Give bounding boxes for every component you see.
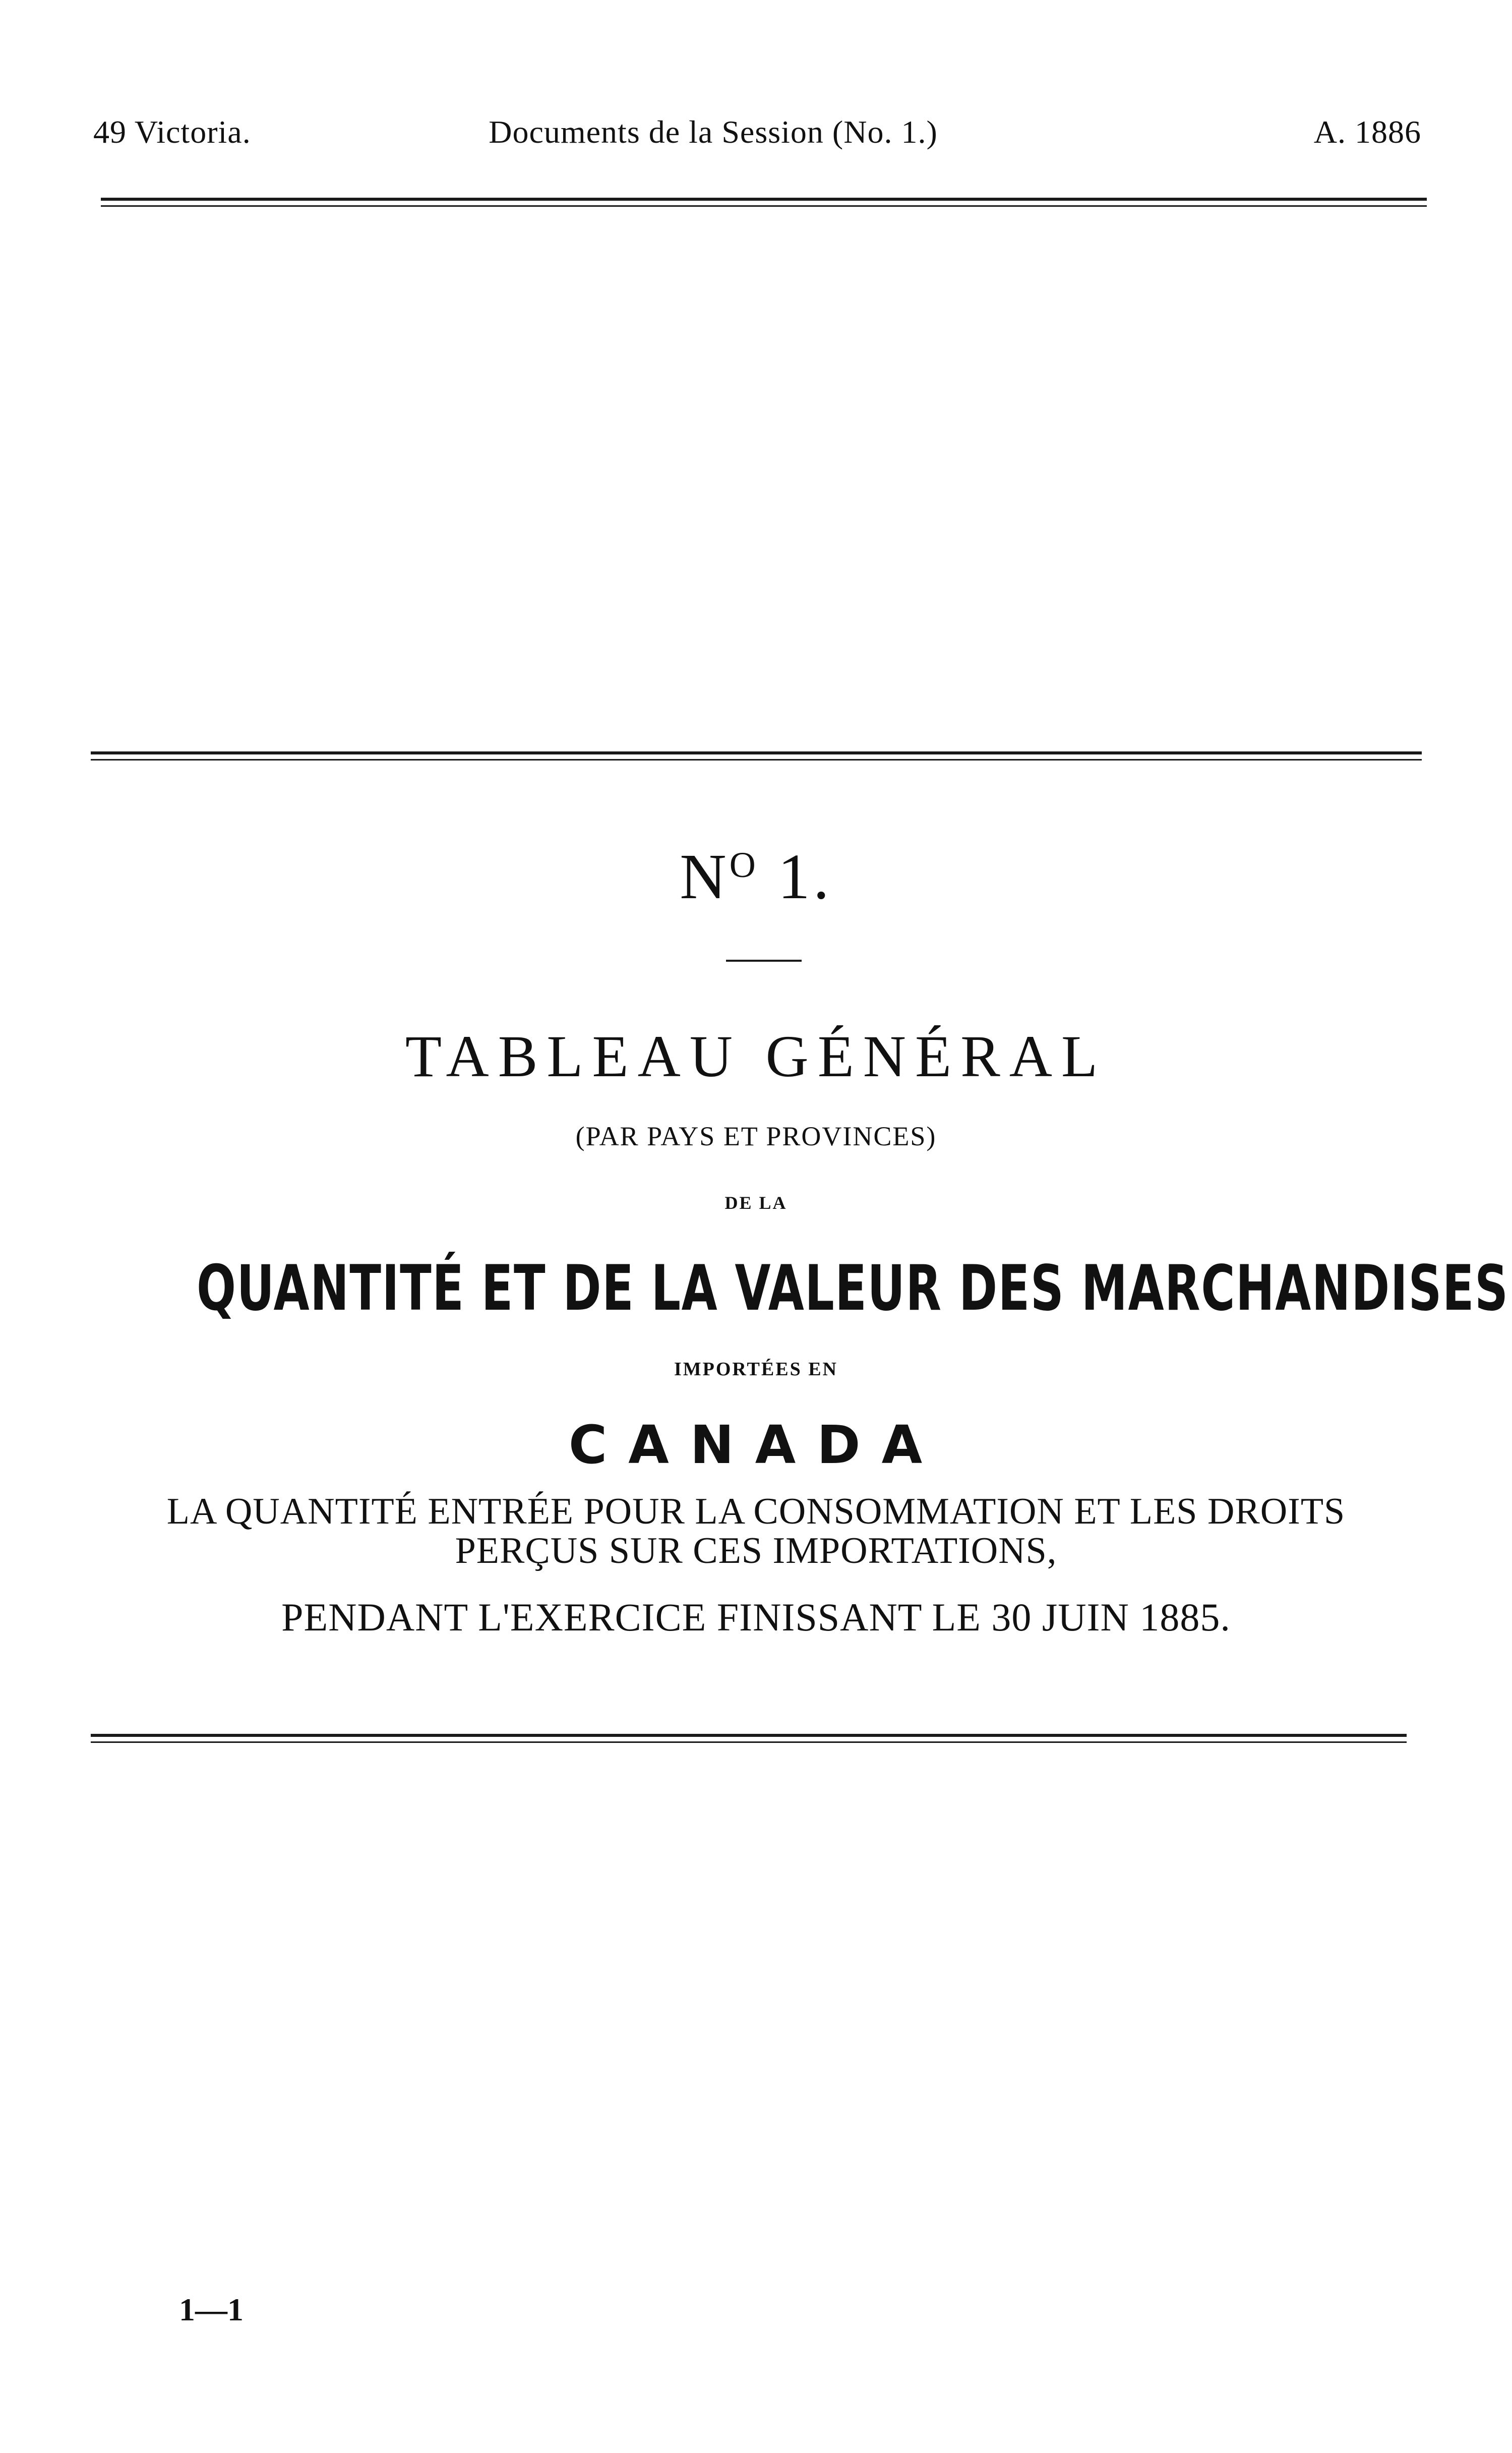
document-number-superscript: O [729, 845, 759, 885]
subtitle-imported-in: IMPORTÉES EN [674, 1359, 838, 1380]
header-session-documents [0, 112, 1512, 152]
description-line-2: PERÇUS SUR CES IMPORTATIONS, [455, 1530, 1057, 1571]
bottom-double-rule [91, 1734, 1407, 1743]
description-line-1: LA QUANTITÉ ENTRÉE POUR LA CONSOMMATION ET LES DROITS [166, 1491, 1346, 1532]
document-number [0, 827, 1512, 914]
subtitle-by-country: (PAR PAYS ET PROVINCES) [575, 1121, 937, 1151]
subtitle-de-la: DE LA [724, 1193, 788, 1213]
main-title: TABLEAU GÉNÉRAL [405, 1023, 1107, 1089]
document-number-value: 1. [777, 841, 832, 912]
big-title-quantity-value: QUANTITÉ ET DE LA VALEUR DES MARCHANDISES [197, 1252, 1509, 1325]
header-year: A. 1886 [1313, 114, 1421, 150]
folio-signature: 1—1 [179, 2292, 244, 2327]
top-double-rule [101, 198, 1427, 207]
country-name: CANADA [568, 1414, 944, 1476]
fiscal-period-line: PENDANT L'EXERCICE FINISSANT LE 30 JUIN 1885. [281, 1595, 1231, 1639]
short-separator-rule [726, 960, 802, 962]
document-number-prefix: N [680, 841, 730, 912]
header-session-documents-text: Documents de la Session (No. 1.) [489, 114, 938, 150]
middle-double-rule [91, 751, 1422, 761]
header-volume: 49 Victoria. [93, 114, 251, 150]
